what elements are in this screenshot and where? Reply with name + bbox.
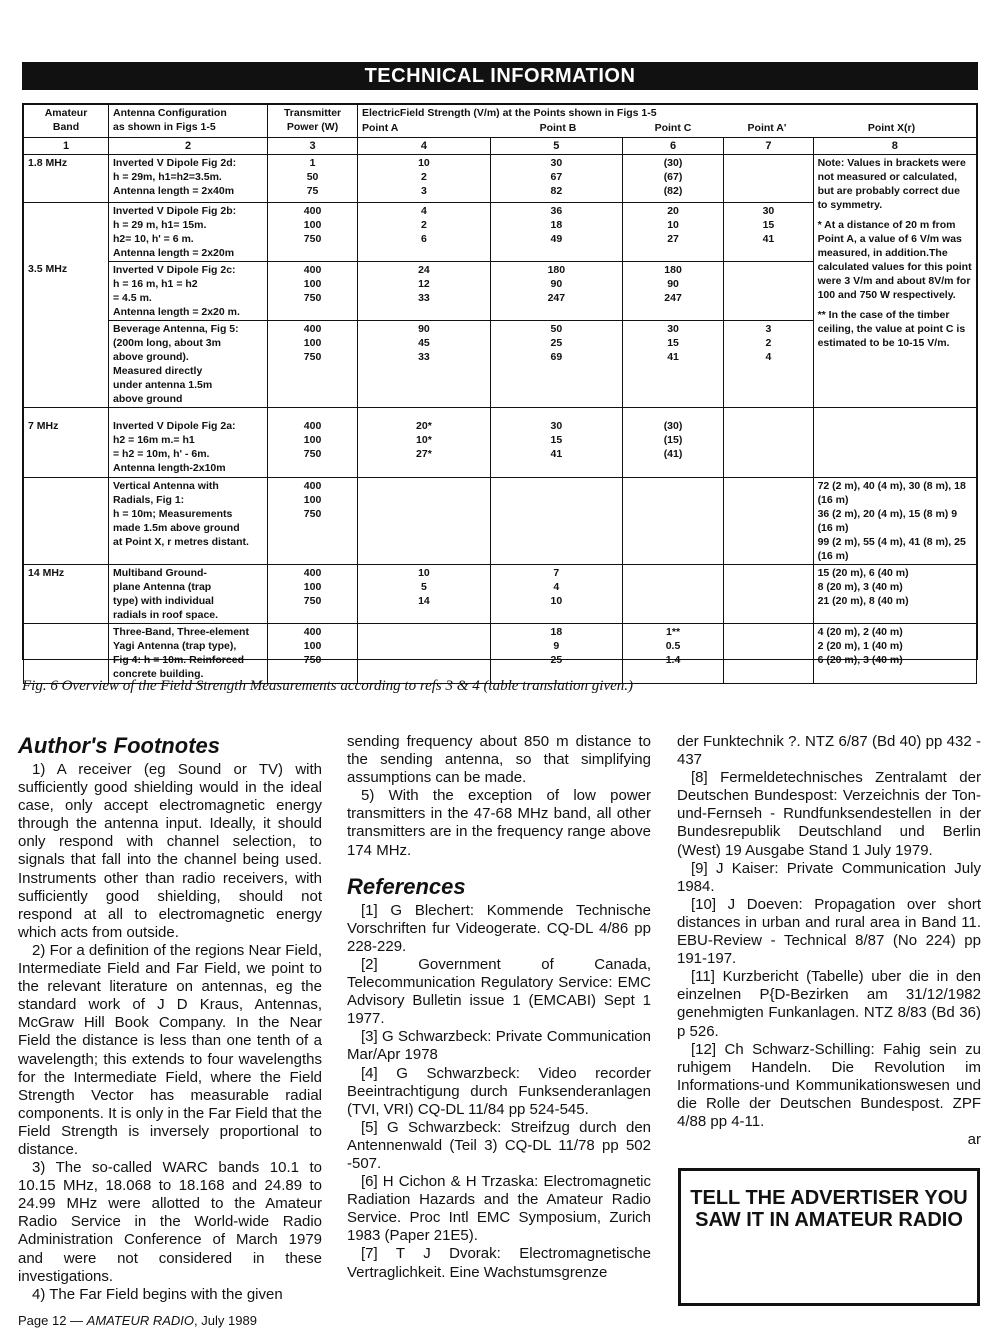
antenna-cell: Vertical Antenna with Radials, Fig 1: h = 10m; Measurements made 1.5m above ground at Point X, r metres distant. — [109, 478, 268, 565]
page-footer — [18, 1313, 257, 1329]
point-c-cell: 30 15 41 — [622, 321, 723, 408]
figure-caption: Fig. 6 Overview of the Field Strength Measurements according to refs 3 & 4 (table translation given.) — [22, 678, 634, 694]
references-heading: References — [347, 873, 466, 899]
band-cell: 7 MHz — [24, 408, 109, 478]
footnote-4: 4) The Far Field begins with the given — [32, 1285, 283, 1303]
point-c-cell: (30) (67) (82) — [622, 155, 723, 203]
reference-9: [9] J Kaiser: Private Communication July 1984. — [677, 859, 981, 895]
power-cell: 400 100 750 — [268, 478, 358, 565]
antenna-cell: Inverted V Dipole Fig 2a: h2 = 16m m.= h1 = h2 = 10m, h' - 6m. Antenna length-2x10m — [109, 408, 268, 478]
footer-magazine: AMATEUR RADIO — [86, 1313, 195, 1328]
point-a-cell: 10 2 3 — [357, 155, 490, 203]
power-cell: 400 100 750 — [268, 565, 358, 624]
note-dstar: ** In the case of the timber ceiling, the value at point C is estimated to be 10-15 V/m. — [817, 309, 966, 349]
point-a2-cell — [724, 565, 813, 624]
point-x-cell: 72 (2 m), 40 (4 m), 30 (8 m), 18 (16 m) 36 (2 m), 20 (4 m), 15 (8 m) 9 (16 m) 99 (2 m), 55 (4 m), 41 (8 m), 25 (16 m) — [813, 478, 976, 565]
point-a2-cell — [724, 478, 813, 565]
band-cell — [24, 478, 109, 565]
footnote-1: 1) A receiver (eg Sound or TV) with sufficiently good shielding would in the ideal case, only accept electromagnetic energy through the antenna input. Ideally, it should only respond with channel selection, to signals that fall into the channel being used. Instruments other than radio receivers, with sufficiently good shielding, should not respond at all to electromagnetic energy which acts from outside. — [18, 761, 322, 941]
point-b-cell: 7 4 10 — [490, 565, 622, 624]
reference-1: [1] G Blechert: Kommende Technische Vorschriften fur Videogerate. CQ-DL 4/86 pp 228-229. — [347, 901, 651, 955]
advert-box — [678, 1168, 980, 1306]
point-b-cell: 18 9 25 — [490, 624, 622, 684]
header-point-a: Point A — [361, 122, 399, 134]
reference-11: [11] Kurzbericht (Tabelle) uber die in den einzelnen P{D-Bezirken am 31/12/1982 genehmigten Funkanlagen. NTZ 8/83 (Bd 36) p 526. — [677, 968, 981, 1040]
point-b-cell: 36 18 49 — [490, 203, 622, 262]
antenna-cell: Beverage Antenna, Fig 5: (200m long, about 3m above ground). Measured directly under antenna 1.5m above ground — [109, 321, 268, 408]
header-field-group — [357, 105, 976, 138]
power-cell: 400 100 750 — [268, 262, 358, 321]
band-cell: 3.5 MHz — [24, 203, 109, 408]
point-a-cell — [357, 478, 490, 565]
note-main: Note: Values in brackets were not measured or calculated, but are probably correct due to symmetry. — [817, 157, 966, 211]
reference-7-cont: der Funktechnik ?. NTZ 6/87 (Bd 40) pp 432 - 437 — [677, 733, 981, 769]
point-x-cell: 4 (20 m), 2 (40 m) 2 (20 m), 1 (40 m) 6 (20 m), 3 (40 m) — [813, 624, 976, 684]
advert-text: TELL THE ADVERTISER YOU SAW IT IN AMATEUR RADIO — [690, 1187, 968, 1231]
point-c-cell: 20 10 27 — [622, 203, 723, 262]
point-b-cell: 180 90 247 — [490, 262, 622, 321]
header-power: Transmitter Power (W) — [268, 105, 358, 138]
point-c-cell: (30) (15) (41) — [622, 408, 723, 478]
antenna-cell: Multiband Ground- plane Antenna (trap type) with individual radials in roof space. — [109, 565, 268, 624]
point-a2-cell — [724, 155, 813, 203]
point-a-cell: 20* 10* 27* — [357, 408, 490, 478]
header-point-b: Point B — [539, 122, 577, 134]
point-a-cell: 4 2 6 — [357, 203, 490, 262]
footer-date: , July 1989 — [194, 1313, 257, 1328]
field-strength-table — [22, 103, 978, 680]
power-cell: 400 100 750 — [268, 321, 358, 408]
point-a2-cell — [724, 408, 813, 478]
point-x-cell — [813, 408, 976, 478]
band-cell: 14 MHz — [24, 565, 109, 624]
power-cell: 400 100 750 — [268, 203, 358, 262]
point-a2-cell — [724, 262, 813, 321]
reference-7: [7] T J Dvorak: Electromagnetische Vertraglichkeit. Eine Wachstumsgrenze — [347, 1245, 651, 1281]
colnum: 3 — [268, 138, 358, 155]
header-antenna: Antenna Configuration as shown in Figs 1-5 — [109, 105, 268, 138]
end-mark: ar — [967, 1131, 981, 1149]
band-cell: 1.8 MHz — [24, 155, 109, 203]
reference-12: [12] Ch Schwarz-Schilling: Fahig sein zu ruhigem Handeln. Die Revolution im Informations-und Kommunikationswesen und die Rolle der Deutschen Bundespost. ZPF 4/88 pp 4-11. — [677, 1040, 981, 1130]
colnum: 7 — [724, 138, 813, 155]
power-cell: 400 100 750 — [268, 624, 358, 684]
colnum: 4 — [357, 138, 490, 155]
footnote-2: 2) For a definition of the regions Near Field, Intermediate Field and Far Field, we point to the relevant literature on antennas, eg the standard work of J D Kraus, Antennas, McGraw Hill Book Company. In the Near Field the distance is less than one tenth of a wavelength; this extends to four wavelengths for the Intermediate Field, where the Field Strength Vector has measurable radial components. It is only in the Far Field that the Field Strength is inversely proportional to distance. — [18, 941, 322, 1158]
point-a2-cell: 30 15 41 — [724, 203, 813, 262]
point-b-cell: 30 15 41 — [490, 408, 622, 478]
power-cell: 400 100 750 — [268, 408, 358, 478]
point-c-cell: 1** 0.5 1.4 — [622, 624, 723, 684]
column-1 — [18, 733, 322, 1304]
colnum: 5 — [490, 138, 622, 155]
antenna-cell: Inverted V Dipole Fig 2b: h = 29 m, h1= 15m. h2= 10, h' = 6 m. Antenna length = 2x20m — [109, 203, 268, 262]
band-cell — [24, 624, 109, 684]
colnum: 6 — [622, 138, 723, 155]
point-b-cell: 50 25 69 — [490, 321, 622, 408]
point-c-cell — [622, 565, 723, 624]
point-a-cell: 24 12 33 — [357, 262, 490, 321]
point-a2-cell: 3 2 4 — [724, 321, 813, 408]
reference-6: [6] H Cichon & H Trzaska: Electromagnetic Radiation Hazards and the Amateur Radio Service. Proc Intl EMC Symposium, Zurich 1983 (Paper 21E5). — [347, 1173, 651, 1245]
header-field: ElectricField Strength (V/m) at the Points shown in Figs 1-5 — [361, 107, 657, 119]
point-c-cell — [622, 478, 723, 565]
colnum: 2 — [109, 138, 268, 155]
point-x-cell: 15 (20 m), 6 (40 m) 8 (20 m), 3 (40 m) 21 (20 m), 8 (40 m) — [813, 565, 976, 624]
antenna-cell: Inverted V Dipole Fig 2c: h = 16 m, h1 = h2 = 4.5 m. Antenna length = 2x20 m. — [109, 262, 268, 321]
notes-cell — [813, 155, 976, 408]
point-b-cell — [490, 478, 622, 565]
reference-2: [2] Government of Canada, Telecommunication Regulatory Service: EMC Advisory Bulletin issue 1 (EMCABI) Sept 1 1977. — [347, 955, 651, 1028]
colnum: 1 — [24, 138, 109, 155]
reference-8: [8] Fermeldetechnisches Zentralamt der Deutschen Bundespost: Verzeichnis der Ton-und-Fernseh - Rundfunksendestellen in der Bundesrepublik Deutschland und Berlin (West) 19 Ausgabe Stand 1 July 1979. — [677, 769, 981, 859]
section-banner: TECHNICAL INFORMATION — [22, 62, 978, 90]
reference-4: [4] G Schwarzbeck: Video recorder Beeintrachtigung durch Funksenderanlagen (TVI, VRI) CQ-DL 11/84 pp 524-545. — [347, 1064, 651, 1118]
reference-10: [10] J Doeven: Propagation over short distances in urban and rural area in Band 11. EBU-Review - Technical 8/87 (No 224) pp 191-197. — [677, 895, 981, 968]
point-a-cell: 90 45 33 — [357, 321, 490, 408]
header-point-a2: Point A' — [747, 122, 787, 134]
power-cell: 1 50 75 — [268, 155, 358, 203]
note-star: * At a distance of 20 m from Point A, a value of 6 V/m was measured, in addition.The calculated values for this point were 3 V/m and about 8V/m for 100 and 750 W respectively. — [817, 219, 972, 301]
point-a-cell — [357, 624, 490, 684]
footnote-4-cont: sending frequency about 850 m distance to the sending antenna, so that simplifying assumptions can be made. — [347, 733, 651, 787]
reference-3: [3] G Schwarzbeck: Private Communication Mar/Apr 1978 — [347, 1028, 651, 1064]
reference-5: [5] G Schwarzbeck: Streifzug durch den Antennenwald (Teil 3) CQ-DL 11/78 pp 502 -507. — [347, 1118, 651, 1172]
header-point-c: Point C — [654, 122, 692, 134]
header-band: Amateur Band — [24, 105, 109, 138]
colnum: 8 — [813, 138, 976, 155]
antenna-cell: Three-Band, Three-element Yagi Antenna (trap type), Fig 4: h = 10m. Reinforced concrete building. — [109, 624, 268, 684]
column-3 — [677, 733, 981, 1149]
footnotes-heading: Author's Footnotes — [18, 733, 220, 758]
column-2 — [347, 733, 651, 1282]
footer-prefix: Page 12 — — [18, 1313, 87, 1328]
point-b-cell: 30 67 82 — [490, 155, 622, 203]
header-point-x: Point X(r) — [867, 122, 916, 134]
point-c-cell: 180 90 247 — [622, 262, 723, 321]
point-a-cell: 10 5 14 — [357, 565, 490, 624]
footnote-3: 3) The so-called WARC bands 10.1 to 10.15 MHz, 18.068 to 18.168 and 24.89 to 24.99 MHz were allotted to the Amateur Radio Service in the World-wide Radio Administration Conference of March 1979 and were not considered in these investigations. — [18, 1159, 322, 1285]
antenna-cell: Inverted V Dipole Fig 2d: h = 29m, h1=h2=3.5m. Antenna length = 2x40m — [109, 155, 268, 203]
footnote-5: 5) With the exception of low power transmitters in the 47-68 MHz band, all other transmitters are in the frequency range above 174 MHz. — [347, 787, 651, 859]
point-a2-cell — [724, 624, 813, 684]
